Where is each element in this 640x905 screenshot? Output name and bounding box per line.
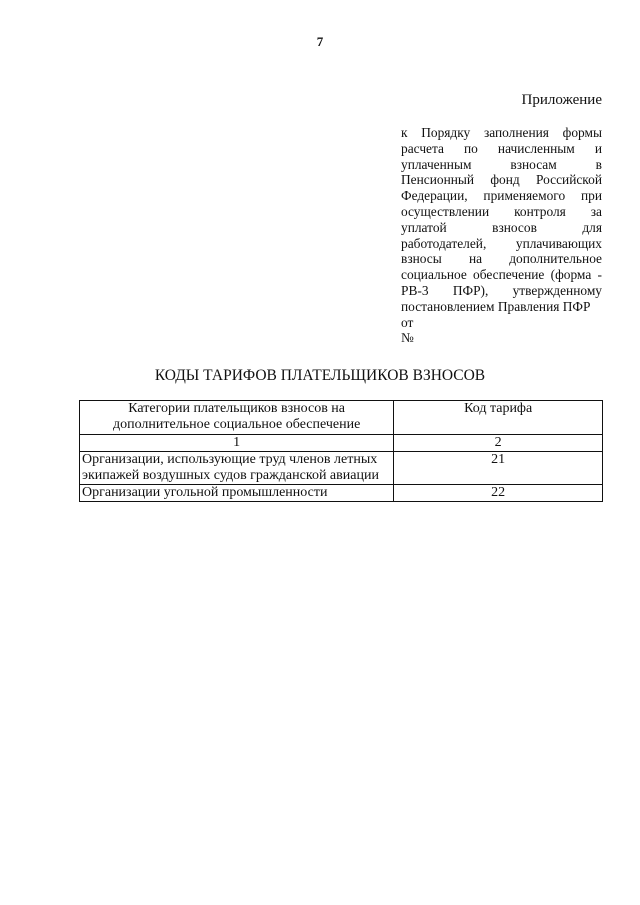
appendix-number-label: № [401, 330, 414, 346]
appendix-line: к Порядку заполнения формы [401, 125, 602, 140]
page-number: 7 [316, 34, 324, 49]
header-category: Категории плательщиков взносов на дополнительное социальное обеспечение [80, 401, 394, 435]
appendix-line: работодателей, уплачивающих [401, 235, 602, 251]
appendix-line: социальное обеспечение (форма - [401, 267, 602, 283]
appendix-line: взносы на дополнительное [401, 251, 602, 267]
appendix-line: осуществлении контроля за [401, 203, 602, 219]
appendix-line: уплатой взносов для [401, 219, 602, 235]
header-tariff-code: Код тарифа [394, 401, 603, 435]
appendix-text [401, 125, 602, 346]
appendix-date-label: от [401, 314, 414, 330]
tariff-code-cell: 21 [394, 452, 603, 485]
table-row [80, 452, 603, 485]
table-row [80, 485, 603, 502]
category-cell: Организации угольной промышленности [80, 485, 394, 502]
appendix-title: Приложение [521, 92, 602, 108]
tariff-codes-table [79, 400, 603, 502]
column-number-row [80, 435, 603, 452]
appendix-line: расчета по начисленным и [401, 140, 602, 156]
appendix-line: Пенсионный фонд Российской [401, 172, 602, 188]
category-cell: Организации, использующие труд членов летных экипажей воздушных судов гражданской авиации [80, 452, 394, 485]
column-number: 2 [394, 435, 603, 452]
appendix-line: Федерации, применяемого при [401, 188, 602, 204]
appendix-line: РВ-3 ПФР), утвержденному [401, 282, 602, 298]
table-title: КОДЫ ТАРИФОВ ПЛАТЕЛЬЩИКОВ ВЗНОСОВ [154, 367, 486, 384]
appendix-line: постановлением Правления ПФР [401, 298, 591, 314]
tariff-code-cell: 22 [394, 485, 603, 502]
table-header-row [80, 401, 603, 435]
column-number: 1 [80, 435, 394, 452]
appendix-line: уплаченным взносам в [401, 156, 602, 172]
